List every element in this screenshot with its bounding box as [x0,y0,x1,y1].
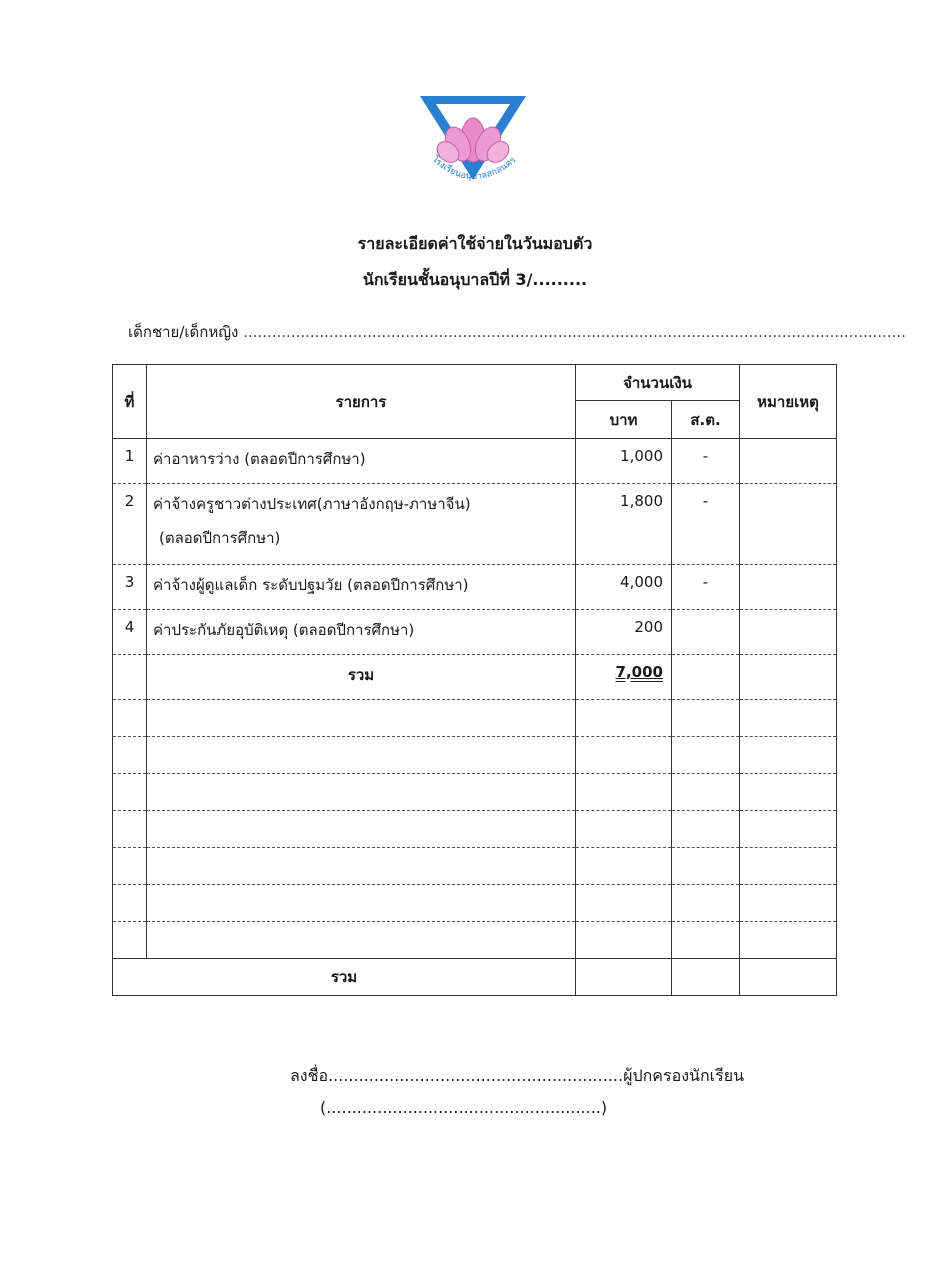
header-note: หมายเหตุ [740,365,837,439]
table-row [113,565,837,610]
row-satang: - [672,565,740,610]
row-satang [672,610,740,655]
row-item-line2: (ตลอดปีการศึกษา) [159,529,281,547]
row-no: 1 [113,439,147,484]
row-item: ค่าอาหารว่าง (ตลอดปีการศึกษา) [147,439,576,484]
total-label: รวม [113,959,576,996]
row-note [740,565,837,610]
student-name-blank: ........................................................................................................................................... [243,323,906,341]
row-item: ค่าประกันภัยอุบัติเหตุ (ตลอดปีการศึกษา) [147,610,576,655]
blank-row [113,885,837,922]
table-row [113,439,837,484]
row-satang: - [672,439,740,484]
signature-line: ลงชื่อ..........................................................ผู้ปกครองนักเรียน [290,1066,745,1085]
page-subtitle: นักเรียนชั้นอนุบาลปีที่ 3/......... [362,270,588,289]
header-baht: บาท [576,401,672,439]
blank-row [113,811,837,848]
row-item: ค่าจ้างผู้ดูแลเด็ก ระดับปฐมวัย (ตลอดปีการศึกษา) [147,565,576,610]
row-no: 3 [113,565,147,610]
row-note [740,610,837,655]
row-item [147,484,576,565]
header-satang: ส.ต. [672,401,740,439]
header-item: รายการ [147,365,576,439]
total-baht [576,959,672,996]
row-no: 2 [113,484,147,565]
student-label: เด็กชาย/เด็กหญิง [128,323,239,341]
blank-row [113,737,837,774]
blank-row [113,700,837,737]
row-item-line1: ค่าจ้างครูชาวต่างประเทศ(ภาษาอังกฤษ-ภาษาจีน) [153,495,471,513]
page-title: รายละเอียดค่าใช้จ่ายในวันมอบตัว [357,234,593,253]
row-note [740,439,837,484]
subtotal-row [113,655,837,700]
row-baht: 1,800 [576,484,672,565]
total-note [740,959,837,996]
row-satang: - [672,484,740,565]
header-amount: จำนวนเงิน [576,365,740,401]
row-note [740,484,837,565]
subtotal-value: 7,000 [615,663,663,681]
school-logo [418,92,528,202]
blank-row [113,774,837,811]
total-row [113,959,837,996]
row-baht: 4,000 [576,565,672,610]
row-no: 4 [113,610,147,655]
expense-table [112,364,837,996]
row-baht: 1,000 [576,439,672,484]
subtotal-label: รวม [147,655,576,700]
student-name-line [128,320,906,344]
header-no: ที่ [113,365,147,439]
table-row [113,484,837,565]
row-baht: 200 [576,610,672,655]
total-satang [672,959,740,996]
table-row [113,610,837,655]
blank-row [113,848,837,885]
signature-name-line: (......................................................) [320,1098,608,1117]
blank-row [113,922,837,959]
logo-text: โรงเรียนอนุบาลสกลนคร [429,154,519,183]
